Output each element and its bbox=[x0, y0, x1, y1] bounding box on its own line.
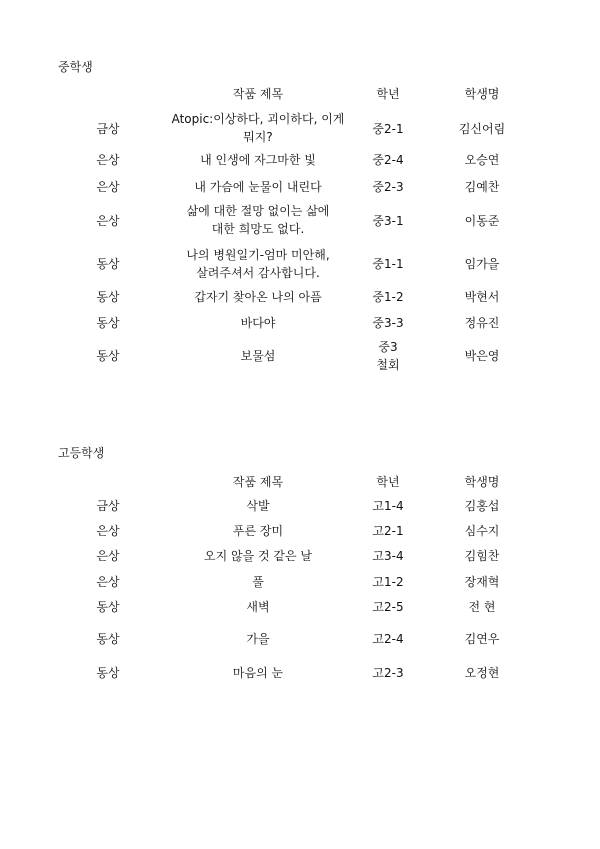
title-cell: 바다야 bbox=[240, 316, 276, 330]
student-cell: 김연우 bbox=[464, 632, 500, 646]
award-cell: 동상 bbox=[96, 316, 120, 330]
grade-cell: 고1-2 bbox=[372, 575, 404, 589]
col-header-title: 작품 제목 bbox=[232, 87, 284, 101]
student-cell: 김힘찬 bbox=[464, 549, 500, 563]
grade-cell: 중2-1 bbox=[372, 122, 404, 136]
title-line: 살려주셔서 감사합니다. bbox=[196, 266, 320, 280]
title-cell bbox=[160, 202, 356, 238]
student-cell: 정유진 bbox=[464, 316, 500, 330]
title-cell: 가을 bbox=[246, 632, 270, 646]
student-cell: 박현서 bbox=[464, 290, 500, 304]
title-cell: 오지 않을 것 같은 날 bbox=[204, 549, 312, 563]
student-cell: 박은영 bbox=[464, 349, 500, 363]
student-cell: 김홍섭 bbox=[464, 499, 500, 513]
grade-line: 중3 bbox=[378, 340, 398, 354]
grade-cell bbox=[360, 338, 416, 374]
award-cell: 금상 bbox=[96, 122, 120, 136]
title-cell: 푸른 장미 bbox=[232, 524, 284, 538]
grade-cell: 중3-3 bbox=[372, 316, 404, 330]
grade-cell: 중2-3 bbox=[372, 180, 404, 194]
title-cell: 새벽 bbox=[246, 600, 270, 614]
student-cell: 김예찬 bbox=[464, 180, 500, 194]
col-header-title: 작품 제목 bbox=[232, 475, 284, 489]
col-header-student: 학생명 bbox=[464, 475, 500, 489]
title-cell: 내 인생에 자그마한 빛 bbox=[200, 153, 316, 167]
student-cell: 심수지 bbox=[464, 524, 500, 538]
grade-cell: 중2-4 bbox=[372, 153, 404, 167]
col-header-student: 학생명 bbox=[464, 87, 500, 101]
award-cell: 동상 bbox=[96, 600, 120, 614]
student-cell: 장재혁 bbox=[464, 575, 500, 589]
title-cell bbox=[160, 246, 356, 282]
award-cell: 은상 bbox=[96, 180, 120, 194]
middle-school-heading: 중학생 bbox=[58, 60, 93, 74]
award-cell: 은상 bbox=[96, 153, 120, 167]
high-school-heading: 고등학생 bbox=[58, 446, 105, 460]
award-cell: 은상 bbox=[96, 214, 120, 228]
title-cell: 마음의 눈 bbox=[232, 666, 284, 680]
title-line: 대한 희망도 없다. bbox=[211, 222, 305, 236]
student-cell: 오승연 bbox=[464, 153, 500, 167]
col-header-grade: 학년 bbox=[376, 87, 400, 101]
grade-cell: 고3-4 bbox=[372, 549, 404, 563]
award-cell: 은상 bbox=[96, 575, 120, 589]
grade-cell: 중1-2 bbox=[372, 290, 404, 304]
title-line: 뭐지? bbox=[243, 130, 273, 144]
title-cell: 내 가슴에 눈물이 내린다 bbox=[194, 180, 322, 194]
title-cell: 보물섬 bbox=[240, 349, 276, 363]
grade-cell: 중3-1 bbox=[372, 214, 404, 228]
grade-cell: 고2-5 bbox=[372, 600, 404, 614]
title-cell: 삭발 bbox=[246, 499, 270, 513]
title-cell: 풀 bbox=[252, 575, 264, 589]
award-cell: 금상 bbox=[96, 499, 120, 513]
award-cell: 동상 bbox=[96, 257, 120, 271]
award-cell: 동상 bbox=[96, 666, 120, 680]
award-cell: 동상 bbox=[96, 349, 120, 363]
title-line: Atopic:이상하다, 괴이하다, 이게 bbox=[171, 112, 345, 126]
student-cell: 오정현 bbox=[464, 666, 500, 680]
student-cell: 임가을 bbox=[464, 257, 500, 271]
grade-cell: 중1-1 bbox=[372, 257, 404, 271]
grade-line: 철회 bbox=[376, 358, 400, 372]
title-cell bbox=[160, 110, 356, 146]
award-cell: 동상 bbox=[96, 632, 120, 646]
student-cell: 전 현 bbox=[468, 600, 496, 614]
grade-cell: 고2-1 bbox=[372, 524, 404, 538]
title-line: 삶에 대한 절망 없이는 삶에 bbox=[186, 204, 330, 218]
award-cell: 은상 bbox=[96, 524, 120, 538]
grade-cell: 고2-3 bbox=[372, 666, 404, 680]
student-cell: 이동준 bbox=[464, 214, 500, 228]
award-cell: 동상 bbox=[96, 290, 120, 304]
student-cell: 김신어림 bbox=[458, 122, 506, 136]
title-cell: 갑자기 찾아온 나의 아픔 bbox=[194, 290, 322, 304]
award-cell: 은상 bbox=[96, 549, 120, 563]
grade-cell: 고1-4 bbox=[372, 499, 404, 513]
col-header-grade: 학년 bbox=[376, 475, 400, 489]
title-line: 나의 병원일기-엄마 미안해, bbox=[186, 248, 330, 262]
grade-cell: 고2-4 bbox=[372, 632, 404, 646]
